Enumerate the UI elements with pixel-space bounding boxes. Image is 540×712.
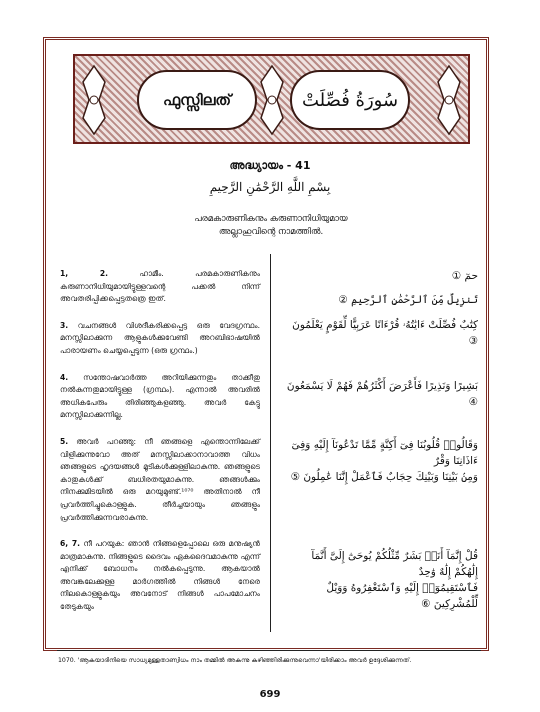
translation-column [60,268,260,628]
page-number: 699 [259,689,281,700]
bismillah-translation [160,213,382,239]
arabic-verse [286,317,478,349]
bismillah-arabic: بِسْمِ اللَّهِ الرَّحْمَٰنِ الرَّحِيمِ [209,180,331,194]
translation-paragraph [60,268,260,306]
arabic-verse-line: وَمِنۢ بَيْنِنَا وَبَيْنِكَ حِجَابٌ فَٱعْمَلْ إِنَّنَا عَٰمِلُونَ ⑤ [290,471,478,483]
surah-title-arabic: سُورَةُ فُصِّلَتْ [301,89,399,111]
translation-paragraph [60,372,260,422]
title-arabic-box [290,70,410,130]
verse-number: 4. [60,372,69,382]
chapter-label: അദ്ധ്യായം - 41 [229,159,311,172]
translation-paragraph [60,538,260,614]
arabic-verse [286,268,478,284]
verse-text: അവർ പറഞ്ഞു: നീ ഞങ്ങളെ എന്തൊന്നിലേക്ക് വിളിക്കുന്നുവോ അത് മനസ്സിലാക്കാനാവാത്ത വിധം ഞങ്ങളുടെ ഹൃദയങ്ങൾ മൂടികൾക്കുള്ളിലാകുന്നു. ഞങ്ങളുടെ കാതുകൾക്ക് ബധിരതയുമാകുന്നു. ഞങ്ങൾക്കും നിനക്കുമിടയിൽ ഒരു മറയുമുണ്ട്.¹⁰⁷⁰ അതിനാൽ നീ പ്രവർത്തിച്ചുകൊള്ളുക. തീർച്ചയായും ഞങ്ങളും പ്രവർത്തിക്കുന്നവരാകുന്നു. [60,436,260,522]
verse-number: 5. [60,436,69,446]
surah-banner [73,54,470,144]
bismillah-line-2: അല്ലാഹുവിന്റെ നാമത്തിൽ. [218,227,324,237]
translation-paragraph [60,320,260,358]
arabic-verse-line: تَنزِيلٌ مِّنَ ٱلرَّحْمَٰنِ ٱلرَّحِيمِ ② [338,294,478,306]
ornament-icon [436,64,462,136]
ornament-icon [81,64,107,136]
arabic-verse [286,292,478,308]
arabic-verse [286,378,478,410]
verse-text: സന്തോഷവാർത്ത അറിയിക്കുന്നതും താക്കീതു നൽകുന്നതുമായിട്ടുള്ള (ഗ്രന്ഥം). എന്നാൽ അവരിൽ അധികപേരും തിരിഞ്ഞുകളഞ്ഞു. അവർ കേട്ടു മനസ്സിലാക്കുന്നില്ല. [60,372,260,420]
verse-text: നീ പറയുക: ഞാൻ നിങ്ങളെപ്പോലെ ഒരു മനുഷ്യൻ മാത്രമാകുന്നു. നിങ്ങളുടെ ദൈവം ഏകദൈവമാകുന്നു എന്ന് എനിക്ക് ബോധനം നൽകപ്പെടുന്നു. ആകയാൽ അവങ്കലേക്കുള്ള മാർഗത്തിൽ നിങ്ങൾ നേരെ നിലകൊള്ളുകയും അവനോട് നിങ്ങൾ പാപമോചനം തേടുകയും [60,539,260,612]
translation-paragraph [60,436,260,524]
footnote: 1070. 'ആകയാദിനിയെ സാധ്യമുള്ളതാണ്വിധം നാം തമ്മിൽ അകന്നു കഴിഞ്ഞിരിക്കുന്നുവെന്നാ'യിരിക്കാം അവർ ഉദ്ദേശിക്കുന്നത്. [58,657,412,664]
arabic-verse-line: وَقَالُوا۟ قُلُوبُنَا فِىٓ أَكِنَّةٍ مِّمَّا تَدْعُونَآ إِلَيْهِ وَفِىٓ ءَاذَانِنَا وَقْرٌ [291,439,478,467]
ornament-icon [259,64,285,136]
arabic-verse-line: قُلْ إِنَّمَآ أَنَا۠ بَشَرٌ مِّثْلُكُمْ يُوحَىٰٓ إِلَىَّ أَنَّمَآ إِلَٰهُكُمْ إِلَٰهٌ وَٰحِدٌ [311,550,478,578]
arabic-verse-line: بَشِيرًا وَنَذِيرًا فَأَعْرَضَ أَكْثَرُهُمْ فَهُمْ لَا يَسْمَعُونَ ④ [286,380,478,408]
arabic-verse-line: كِتَٰبٌ فُصِّلَتْ ءَايَٰتُهُۥ قُرْءَانًا عَرَبِيًّا لِّقَوْمٍ يَعْلَمُونَ ③ [292,319,478,347]
arabic-verse [286,437,478,485]
arabic-verse-line: فَٱسْتَقِيمُوٓا۟ إِلَيْهِ وَٱسْتَغْفِرُوهُ وَوَيْلٌ لِّلْمُشْرِكِينَ ⑥ [326,582,478,610]
title-malayalam-box [137,70,257,130]
arabic-verse-line: حمٓ ① [451,270,478,282]
verse-text: ഹാമീം. പരമകാരുണികനും കരുണാനിധിയുമായിട്ടുള്ളവന്റെ പക്കൽ നിന്ന് അവതരിപ്പിക്കപ്പെട്ടതത്രെ ഇത്. [60,269,261,304]
surah-title-malayalam: ഫുസ്സിലത് [162,91,232,109]
bismillah-line-1: പരമകാരുണികനും കരുണാനിധിയുമായ [194,214,348,224]
verse-number: 3. [60,320,69,330]
verse-number: 6, 7. [60,539,80,549]
column-divider [270,254,271,632]
verse-number: 1, 2. [60,269,108,278]
arabic-verse [286,548,478,612]
verse-text: വചനങ്ങൾ വിശദീകരിക്കപ്പെട്ട ഒരു വേദഗ്രന്ഥം. മനസ്സിലാക്കുന്ന ആളുകൾക്കുവേണ്ടി അറബിഭാഷയിൽ പാരായണം ചെയ്യപ്പെടുന്ന (ഒരു ഗ്രന്ഥം.) [60,320,260,355]
footnote-rule [57,650,481,651]
